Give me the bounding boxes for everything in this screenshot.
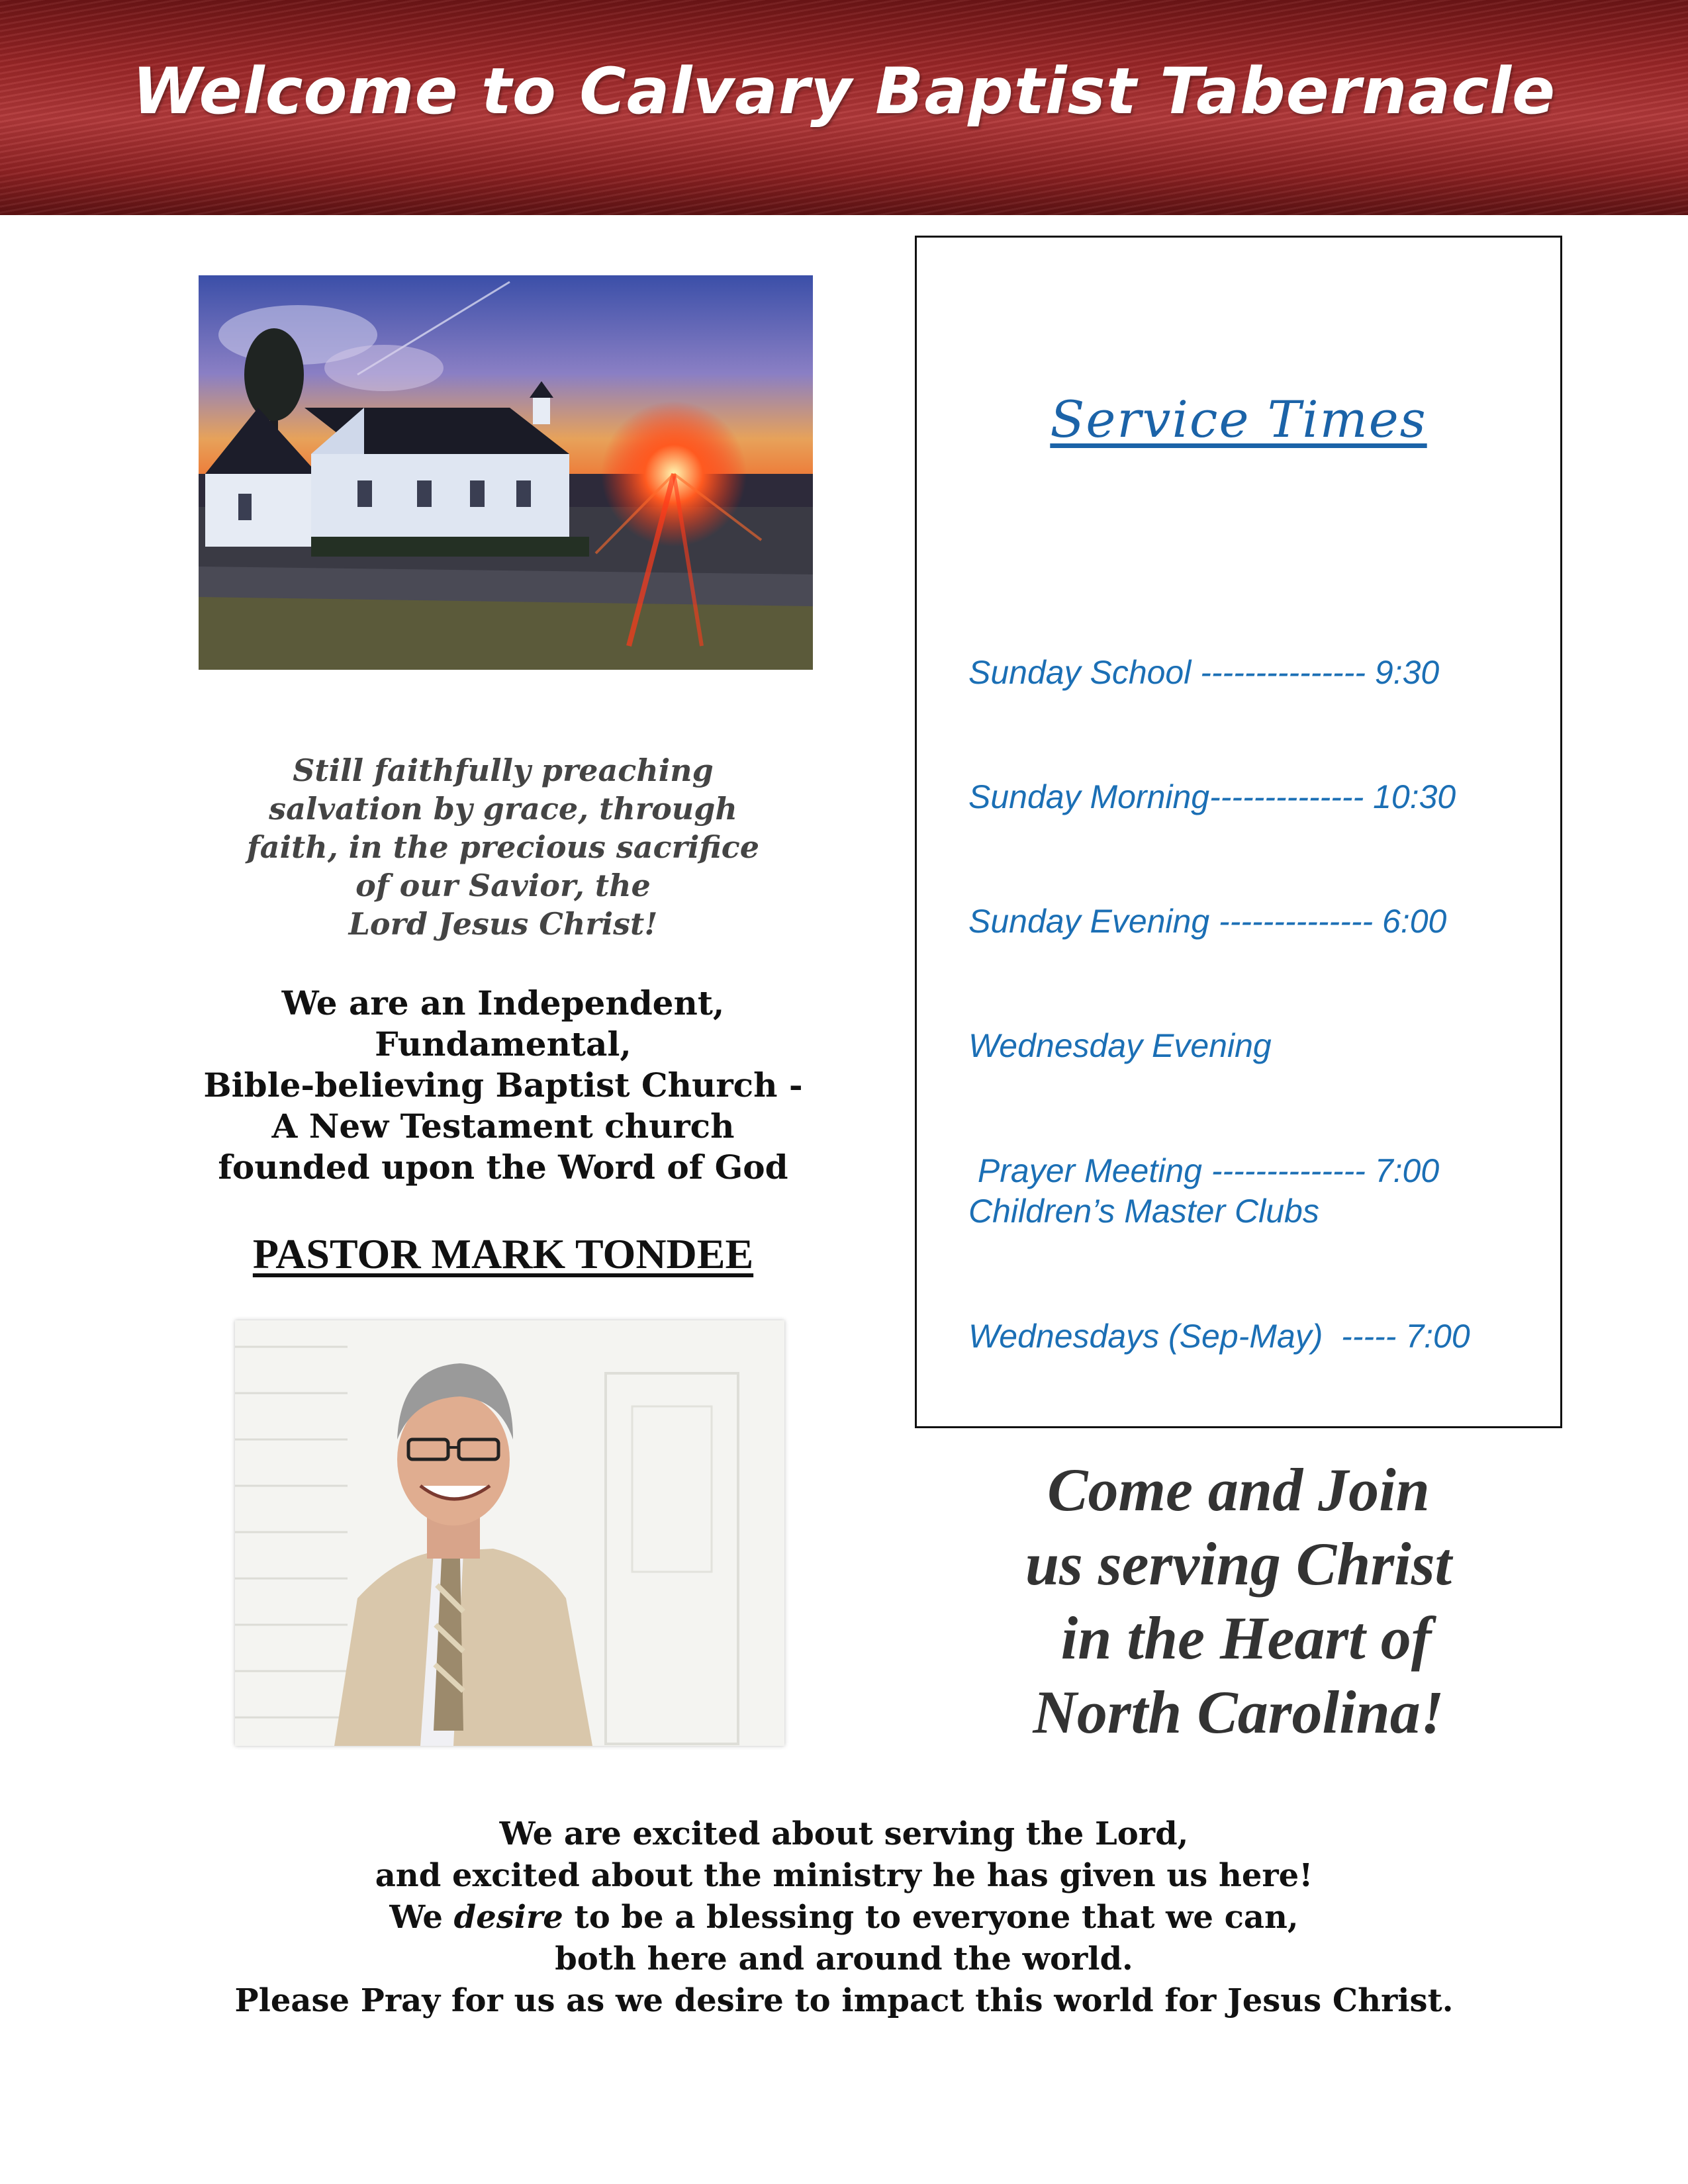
service-line: Sunday School --------------- 9:30 — [968, 654, 1440, 691]
invitation-message — [915, 1453, 1562, 1749]
tagline-line: Still faithfully preaching — [293, 752, 714, 788]
identity-line: Fundamental, — [375, 1024, 632, 1064]
closing-line-end: to be a blessing to everyone that we can, — [563, 1899, 1299, 1936]
identity-line: We are an Independent, — [281, 983, 725, 1023]
closing-line — [0, 1897, 1688, 1938]
tagline-line: faith, in the precious sacrifice — [246, 829, 760, 865]
tagline-line: salvation by grace, through — [269, 791, 737, 827]
identity-line: A New Testament church — [271, 1107, 735, 1146]
church-identity-statement — [179, 983, 827, 1188]
invite-line: Come and Join — [1047, 1456, 1430, 1524]
service-line: Sunday Evening -------------- 6:00 — [968, 903, 1447, 940]
service-times-heading: Service Times — [1050, 390, 1427, 449]
page-title: Welcome to Calvary Baptist Tabernacle — [132, 54, 1556, 128]
service-line: Wednesday Evening — [968, 1027, 1272, 1064]
closing-emphasis: desire — [453, 1899, 563, 1936]
service-item-childrens-clubs — [968, 1107, 1551, 1441]
invite-line: us serving Christ — [1025, 1530, 1452, 1598]
service-line: Prayer Meeting -------------- 7:00 — [968, 1152, 1440, 1189]
header-banner — [0, 0, 1688, 215]
tagline-line: Lord Jesus Christ! — [348, 906, 658, 942]
closing-paragraph — [0, 1813, 1688, 2022]
invite-line: North Carolina! — [1033, 1678, 1444, 1746]
pastor-photo — [235, 1320, 784, 1746]
invite-line: in the Heart of — [1045, 1604, 1432, 1672]
identity-line: founded upon the Word of God — [218, 1148, 788, 1187]
service-line: Sunday Morning-------------- 10:30 — [968, 778, 1456, 815]
service-times-box — [915, 236, 1562, 1428]
service-line: Children’s Master Clubs — [968, 1193, 1319, 1230]
service-line: Wednesdays (Sep-May) ----- 7:00 — [968, 1318, 1470, 1355]
tagline-line: of our Savior, the — [355, 868, 651, 903]
closing-line: Please Pray for us as we desire to impact this world for Jesus Christ. — [234, 1982, 1454, 2019]
pastor-name: PASTOR MARK TONDEE — [252, 1230, 754, 1277]
closing-line: and excited about the ministry he has given us here! — [375, 1857, 1313, 1894]
closing-line: both here and around the world. — [555, 1940, 1133, 1978]
tagline — [192, 751, 814, 943]
identity-line: Bible-believing Baptist Church - — [203, 1066, 803, 1105]
closing-line-start: We — [389, 1899, 454, 1936]
church-photo — [199, 275, 813, 670]
closing-line: We are excited about serving the Lord, — [499, 1815, 1189, 1852]
